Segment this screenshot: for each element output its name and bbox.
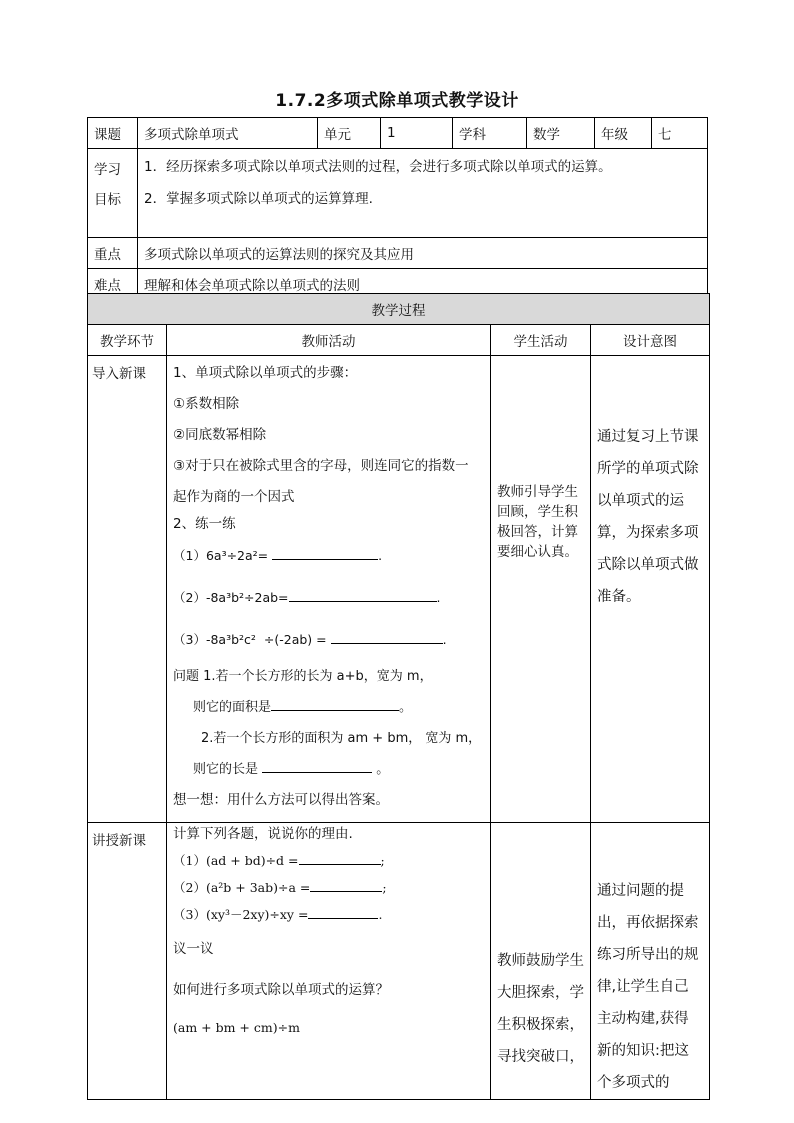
answer-blank <box>271 696 399 711</box>
student-activity-intro <box>491 356 591 823</box>
design-intent-new <box>591 823 710 1100</box>
text-line: ②同底数幂相除 <box>173 427 267 443</box>
topic-value: 多项式除单项式 <box>138 118 318 149</box>
student-activity-text: 教师鼓励学生大胆探索，学生积极探索，寻找突破口， <box>497 953 584 1065</box>
discuss-question: 如何进行多项式除以单项式的运算？ <box>173 982 389 998</box>
text-line: ③对于只在被除式里含的字母，则连同它的指数一 <box>173 458 469 474</box>
answer-blank <box>310 877 382 892</box>
period: . <box>436 590 441 605</box>
example-1 <box>173 847 484 874</box>
info-table <box>87 117 708 300</box>
stage-new-lesson: 讲授新课 <box>88 823 167 1100</box>
goal-item: 2．掌握多项式除以单项式的运算算理. <box>144 191 373 207</box>
text-line: 2、练一练 <box>173 516 236 532</box>
goal-label-line2: 目标 <box>94 192 121 208</box>
example-2 <box>173 874 484 901</box>
problem-1: 问题 1.若一个长方形的长为 a+b，宽为 m， <box>173 669 433 684</box>
text-line: ①系数相除 <box>173 396 240 412</box>
process-table <box>87 293 710 1100</box>
answer-blank <box>308 904 378 919</box>
design-intent-text: 通过问题的提出，再依据探索练习所导出的规律,让学生自己主动构建,获得新的知识:把这个多项式的 <box>597 883 699 1091</box>
punct: ; <box>382 880 387 895</box>
grade-label: 年级 <box>595 118 652 149</box>
answer-blank <box>331 629 443 644</box>
exercise-1-text: （1）6a³÷2a²= <box>173 548 269 563</box>
stage-intro: 导入新课 <box>88 356 167 823</box>
text-line: 起作为商的一个因式 <box>173 489 295 505</box>
period: . <box>442 632 447 647</box>
student-activity-new <box>491 823 591 1100</box>
answer-blank <box>262 758 372 773</box>
subject-label: 学科 <box>453 118 527 149</box>
exercise-2 <box>173 577 484 619</box>
punct: ; <box>380 853 385 868</box>
page-title: 1.7.2多项式除单项式教学设计 <box>275 91 519 111</box>
problem-1-prompt: 则它的面积是 <box>193 700 272 715</box>
goal-item: 1．经历探索多项式除以单项式法则的过程，会进行多项式除以单项式的运算。 <box>144 159 612 175</box>
answer-blank <box>289 587 437 602</box>
design-intent-intro <box>591 356 710 823</box>
topic-label: 课题 <box>88 118 138 149</box>
grade-value: 七 <box>652 118 708 149</box>
header-teacher: 教师活动 <box>167 325 491 356</box>
exercise-3-text: （3）-8a³b²c² <box>173 632 256 647</box>
difficulty-label: 难点 <box>88 269 138 300</box>
unit-label: 单元 <box>318 118 381 149</box>
punct: . <box>378 907 383 922</box>
expression: (am + bm + cm)÷m <box>173 1020 300 1035</box>
exercise-3 <box>173 619 484 661</box>
header-intent: 设计意图 <box>591 325 710 356</box>
goals-cell <box>138 149 708 238</box>
header-student: 学生活动 <box>491 325 591 356</box>
text-line: 1、单项式除以单项式的步骤： <box>173 365 358 381</box>
key-value: 多项式除以单项式的运算法则的探究及其应用 <box>138 238 708 269</box>
period: 。 <box>376 762 390 777</box>
think-prompt: 想一想：用什么方法可以得出答案。 <box>173 792 389 808</box>
header-stage: 教学环节 <box>88 325 167 356</box>
problem-1-answer <box>173 692 484 723</box>
answer-blank <box>272 545 378 560</box>
difficulty-value: 理解和体会单项式除以单项式的法则 <box>138 269 708 300</box>
design-intent-text: 通过复习上节课所学的单项式除以单项式的运算，为探索多项式除以单项式做准备。 <box>597 429 699 605</box>
key-label: 重点 <box>88 238 138 269</box>
example-2-text: （2）(a²b + 3ab)÷a = <box>173 880 311 895</box>
problem-2-prompt: 则它的长是 <box>193 762 259 777</box>
teacher-activity-intro <box>167 356 491 823</box>
unit-value: 1 <box>381 118 453 149</box>
goal-label-line1: 学习 <box>94 162 121 178</box>
problem-2: 2.若一个长方形的面积为 am + bm， 宽为 m， <box>201 731 482 746</box>
example-1-text: （1）(ad + bd)÷d = <box>173 853 299 868</box>
process-banner: 教学过程 <box>88 294 710 325</box>
goal-label <box>88 149 138 238</box>
answer-blank <box>299 850 381 865</box>
subject-value: 数学 <box>527 118 595 149</box>
example-3 <box>173 901 484 928</box>
period: 。 <box>399 700 413 715</box>
example-3-text: （3）(xy³－2xy)÷xy = <box>173 907 309 922</box>
discuss-label: 议一议 <box>173 941 214 957</box>
student-activity-text: 教师引导学生回顾，学生积极回答，计算要细心认真。 <box>497 484 578 560</box>
teacher-activity-new <box>167 823 491 1100</box>
exercise-3-divisor: ÷(-2ab) = <box>263 632 327 647</box>
text-line: 计算下列各题，说说你的理由. <box>173 826 353 842</box>
exercise-2-text: （2）-8a³b²÷2ab= <box>173 590 289 605</box>
problem-2-answer <box>173 754 484 785</box>
period: . <box>378 548 383 563</box>
exercise-1 <box>173 535 484 577</box>
